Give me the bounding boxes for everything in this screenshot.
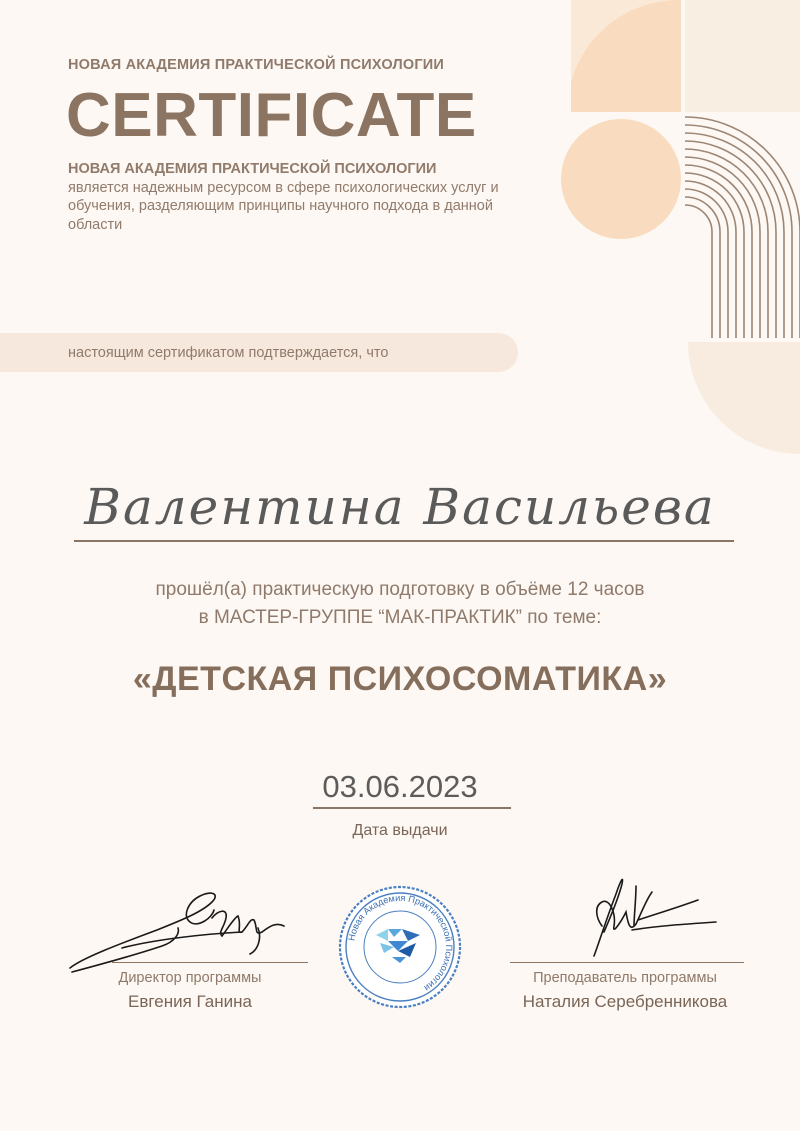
director-role: Директор программы (118, 970, 262, 986)
training-topic: «ДЕТСКАЯ ПСИХОСОМАТИКА» (132, 660, 668, 698)
director-name: Евгения Ганина (128, 992, 252, 1011)
organization-description-text: является надежным ресурсом в сфере психологических услуг и обучения, разделяющим принципы научного подхода в данной области (68, 179, 499, 233)
training-line-2: в МАСТЕР-ГРУППЕ “МАК-ПРАКТИК” по теме: (198, 607, 602, 628)
date-underline (313, 807, 511, 809)
teacher-signature (576, 870, 726, 960)
teacher-role: Преподаватель программы (533, 970, 717, 986)
issue-date-caption: Дата выдачи (352, 822, 448, 839)
teacher-signature-line (510, 962, 744, 963)
training-line-1: прошёл(а) практическую подготовку в объёме 12 часов (155, 579, 645, 600)
organization-description (68, 160, 508, 234)
recipient-name: Валентина Васильева (84, 478, 716, 536)
certificate-title: CERTIFICATE (66, 81, 477, 150)
training-description (40, 576, 760, 632)
organization-header: НОВАЯ АКАДЕМИЯ ПРАКТИЧЕСКОЙ ПСИХОЛОГИИ (68, 57, 445, 73)
academy-seal (336, 883, 464, 1011)
issue-date: 03.06.2023 (322, 769, 478, 804)
name-underline (74, 540, 734, 542)
confirm-text: настоящим сертификатом подтверждается, что (68, 345, 389, 361)
director-signature (62, 888, 312, 978)
seal-text: Новая Академия Практической Психологии (346, 892, 455, 994)
teacher-name: Наталия Серебренникова (522, 992, 728, 1011)
organization-name: НОВАЯ АКАДЕМИЯ ПРАКТИЧЕСКОЙ ПСИХОЛОГИИ (68, 161, 437, 177)
director-signature-line (112, 962, 308, 963)
